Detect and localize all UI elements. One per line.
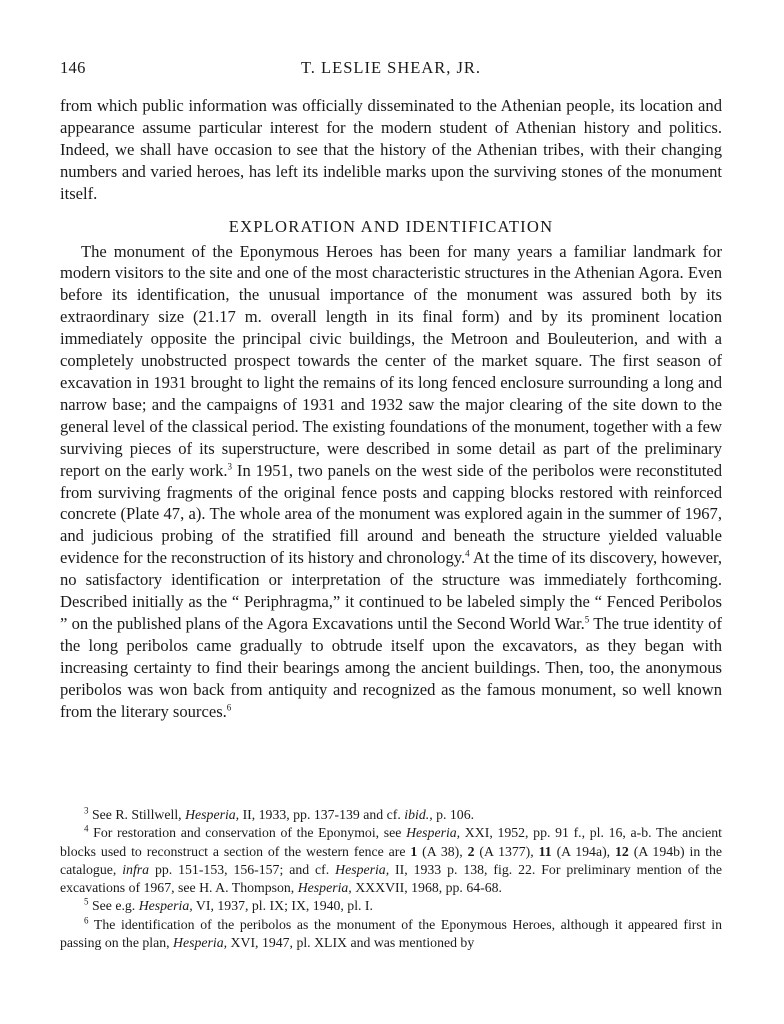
journal-title: Hesperia,	[406, 825, 461, 841]
footnote-text: For restoration and conservation of the Eponymoi, see	[88, 825, 407, 841]
footnote-text: The identification of the peribolos as the monument of the Eponymous Heroes, although it appeared first in passing on the plan,	[60, 916, 722, 951]
footnote-text: See e.g.	[88, 898, 139, 914]
footnote-text: (A 1377),	[474, 843, 539, 859]
footnote-text: XXI, 1952, pp. 91 f., pl. 16, a-b. The ancient blocks used to reconstruct a section of the western fence are	[60, 825, 722, 859]
footnote-number: 6	[84, 915, 89, 926]
catalogue-number: 2	[467, 843, 475, 859]
footnote-text: (A 194b) in the catalogue,	[60, 843, 722, 877]
footnotes	[60, 806, 722, 952]
main-text-seg4: The true identity of the long peribolos came gradually to obtrude itself upon the excavators, as they began with increasing certainty to find their bearings among the ancient buildings. Then, too, the anonymous peribolos was won back from antiquity and recognized as the famous monument, so well known from the literary sources.	[60, 613, 722, 721]
footnote-text: pp. 151-153, 156-157; and cf.	[149, 861, 336, 877]
footnote-text: p. 106.	[432, 807, 475, 822]
running-title: T. LESLIE SHEAR, JR.	[300, 58, 482, 77]
footnote-italic: infra	[122, 861, 150, 877]
main-text-seg2: In 1951, two panels on the west side of the peribolos were reconstituted from surviving fragments of the original fence posts and capping blocks restored with reinforced concrete (Plate 47, a). The whole area of the monument was explored again in the summer of 1967, and judicious probing of the stratified fill around and beneath the structure yielded valuable evidence for the reconstruction of its history and chronology.	[60, 460, 722, 568]
main-paragraph	[60, 241, 722, 723]
footnote-text: (A 194a),	[551, 843, 616, 859]
footnote-number: 4	[84, 823, 89, 834]
footnote-3	[60, 806, 722, 824]
running-header	[60, 58, 722, 82]
journal-title: Hesperia,	[173, 935, 228, 951]
footnote-text: See R. Stillwell,	[88, 807, 186, 822]
footnote-text: II, 1933, pp. 137-139 and cf.	[239, 807, 405, 822]
journal-title: Hesperia,	[297, 880, 352, 896]
main-text-seg3: At the time of its discovery, however, no satisfactory identification or interpretation of the structure was immediately forthcoming. Described initially as the “ Periphragma,” it continued to be labeled simply the “ Fenced Peribolos ” on the published plans of the Agora Excavations until the Second World War.	[60, 548, 722, 633]
footnote-6	[60, 916, 722, 953]
journal-title: Hesperia,	[185, 807, 240, 822]
footnote-ref-5[interactable]: 5	[584, 614, 590, 625]
footnote-4	[60, 824, 722, 897]
intro-paragraph: from which public information was officially disseminated to the Athenian people, its location and appearance assume particular interest for the modern student of Athenian history and politics. Indeed, we shall have occasion to see that the history of the Athenian tribes, with their changing numbers and varied heroes, has left its indelible marks upon the surviving stones of the monument itself.	[60, 96, 722, 203]
footnote-ref-6[interactable]: 6	[226, 702, 232, 713]
catalogue-number: 1	[410, 843, 418, 859]
footnote-text: XVI, 1947, pl. XLIX and was mentioned by	[227, 935, 475, 951]
footnote-ref-4[interactable]: 4	[465, 548, 470, 559]
catalogue-number: 12	[615, 843, 629, 859]
footnote-text: VI, 1937, pl. IX; IX, 1940, pl. I.	[192, 898, 373, 914]
footnote-italic: ibid.,	[404, 807, 433, 822]
footnote-number: 3	[84, 805, 89, 816]
footnote-text: XXXVII, 1968, pp. 64-68.	[351, 880, 502, 896]
body-text	[60, 95, 722, 722]
catalogue-number: 11	[538, 843, 552, 859]
section-heading: EXPLORATION AND IDENTIFICATION	[228, 216, 554, 236]
main-text-seg1: The monument of the Eponymous Heroes has been for many years a familiar landmark for modern visitors to the site and one of the most characteristic structures in the Athenian Agora. Even before its identification, the unusual importance of the monument was assured both by its extraordinary size (21.17 m. overall length in its final form) and by its prominent location immediately opposite the principal civic buildings, the Metroon and Bouleuterion, and with a completely unobstructed prospect towards the center of the market square. The first season of excavation in 1931 brought to light the remains of its long fenced enclosure surrounding a long and narrow base; and the campaigns of 1931 and 1932 saw the major clearing of the site down to the general level of the classical period. The existing foundations of the monument, together with a few surviving pieces of its superstructure, were described in some detail as part of the preliminary report on the early work.	[60, 241, 722, 480]
footnote-text: II, 1933 p. 138, fig. 22. For preliminary mention of the excavations of 1967, see H. A. Thompson,	[60, 861, 722, 896]
footnote-ref-3[interactable]: 3	[227, 461, 233, 472]
journal-title: Hesperia,	[335, 861, 390, 877]
journal-title: Hesperia,	[138, 898, 193, 914]
footnote-text: (A 38),	[417, 843, 468, 859]
page-number: 146	[60, 58, 86, 77]
footnote-5	[60, 897, 722, 915]
footnote-number: 5	[84, 896, 89, 907]
